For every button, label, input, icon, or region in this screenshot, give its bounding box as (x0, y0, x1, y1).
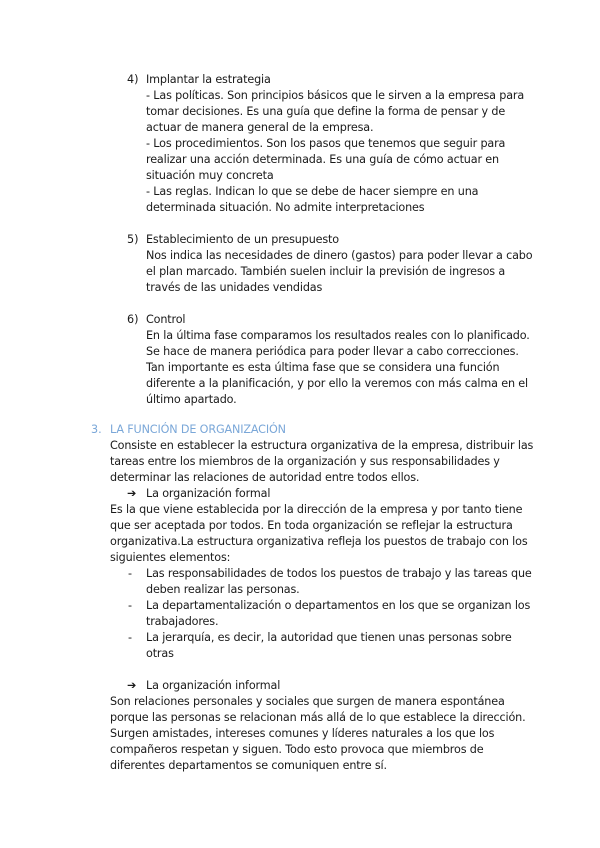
paragraph-line: En la última fase comparamos los resultados reales con lo planificado. (146, 329, 530, 342)
arrow-bullet-icon: ➔ (127, 679, 137, 692)
arrow-bullet-icon: ➔ (127, 487, 137, 500)
section-title: Implantar la estrategia (146, 73, 271, 86)
subsection-title: La organización informal (146, 679, 281, 692)
subsection-title: La organización formal (146, 487, 271, 500)
dash-bullet: - (128, 599, 133, 612)
paragraph-line: Surgen amistades, intereses comunes y líderes naturales a los que los (110, 727, 495, 740)
paragraph-line: que ser aceptada por todos. En toda organización se reflejar la estructura (110, 519, 513, 532)
paragraph-line: realizar una acción determinada. Es una guía de cómo actuar en (146, 153, 499, 166)
list-item: otras (146, 647, 174, 660)
paragraph-line: el plan marcado. También suelen incluir la previsión de ingresos a (146, 265, 506, 278)
heading-number: 3. (91, 423, 102, 436)
paragraph-line: Tan importante es esta última fase que se considera una función (146, 361, 500, 374)
list-number: 4) (127, 73, 139, 86)
section-heading: LA FUNCIÓN DE ORGANIZACIÓN (110, 423, 286, 436)
paragraph-line: tomar decisiones. Es una guía que define la forma de pensar y de (146, 105, 506, 118)
paragraph-line: Son relaciones personales y sociales que surgen de manera espontánea (110, 695, 505, 708)
paragraph-line: Nos indica las necesidades de dinero (gastos) para poder llevar a cabo (146, 249, 533, 262)
section-title: Establecimiento de un presupuesto (146, 233, 339, 246)
paragraph-line: Se hace de manera periódica para poder llevar a cabo correcciones. (146, 345, 519, 358)
paragraph-line: último apartado. (146, 393, 237, 406)
paragraph-line: actuar de manera general de la empresa. (146, 121, 374, 134)
paragraph-line: determinada situación. No admite interpretaciones (146, 201, 425, 214)
list-item: La departamentalización o departamentos en los que se organizan los (146, 599, 531, 612)
list-item: deben realizar las personas. (146, 583, 300, 596)
list-item: trabajadores. (146, 615, 219, 628)
dash-bullet: - (128, 631, 133, 644)
paragraph-line: compañeros respetan y siguen. Todo esto provoca que miembros de (110, 743, 484, 756)
paragraph-line: - Las políticas. Son principios básicos que le sirven a la empresa para (146, 89, 525, 102)
paragraph-line: siguientes elementos: (110, 551, 231, 564)
paragraph-line: diferentes departamentos se comuniquen entre sí. (110, 759, 387, 772)
paragraph-line: Consiste en establecer la estructura organizativa de la empresa, distribuir las (110, 439, 534, 452)
paragraph-line: través de las unidades vendidas (146, 281, 323, 294)
paragraph-line: tareas entre los miembros de la organización y sus responsabilidades y (110, 455, 500, 468)
list-item: La jerarquía, es decir, la autoridad que tienen unas personas sobre (146, 631, 512, 644)
paragraph-line: Es la que viene establecida por la dirección de la empresa y por tanto tiene (110, 503, 523, 516)
paragraph-line: situación muy concreta (146, 169, 274, 182)
list-number: 6) (127, 313, 139, 326)
paragraph-line: determinar las relaciones de autoridad entre todos ellos. (110, 471, 420, 484)
paragraph-line: - Los procedimientos. Son los pasos que tenemos que seguir para (146, 137, 506, 150)
paragraph-line: organizativa.La estructura organizativa refleja los puestos de trabajo con los (110, 535, 528, 548)
dash-bullet: - (128, 567, 133, 580)
list-number: 5) (127, 233, 139, 246)
paragraph-line: - Las reglas. Indican lo que se debe de hacer siempre en una (146, 185, 479, 198)
section-title: Control (146, 313, 186, 326)
list-item: Las responsabilidades de todos los puestos de trabajo y las tareas que (146, 567, 532, 580)
paragraph-line: diferente a la planificación, y por ello la veremos con más calma en el (146, 377, 528, 390)
paragraph-line: porque las personas se relacionan más allá de lo que establece la dirección. (110, 711, 526, 724)
